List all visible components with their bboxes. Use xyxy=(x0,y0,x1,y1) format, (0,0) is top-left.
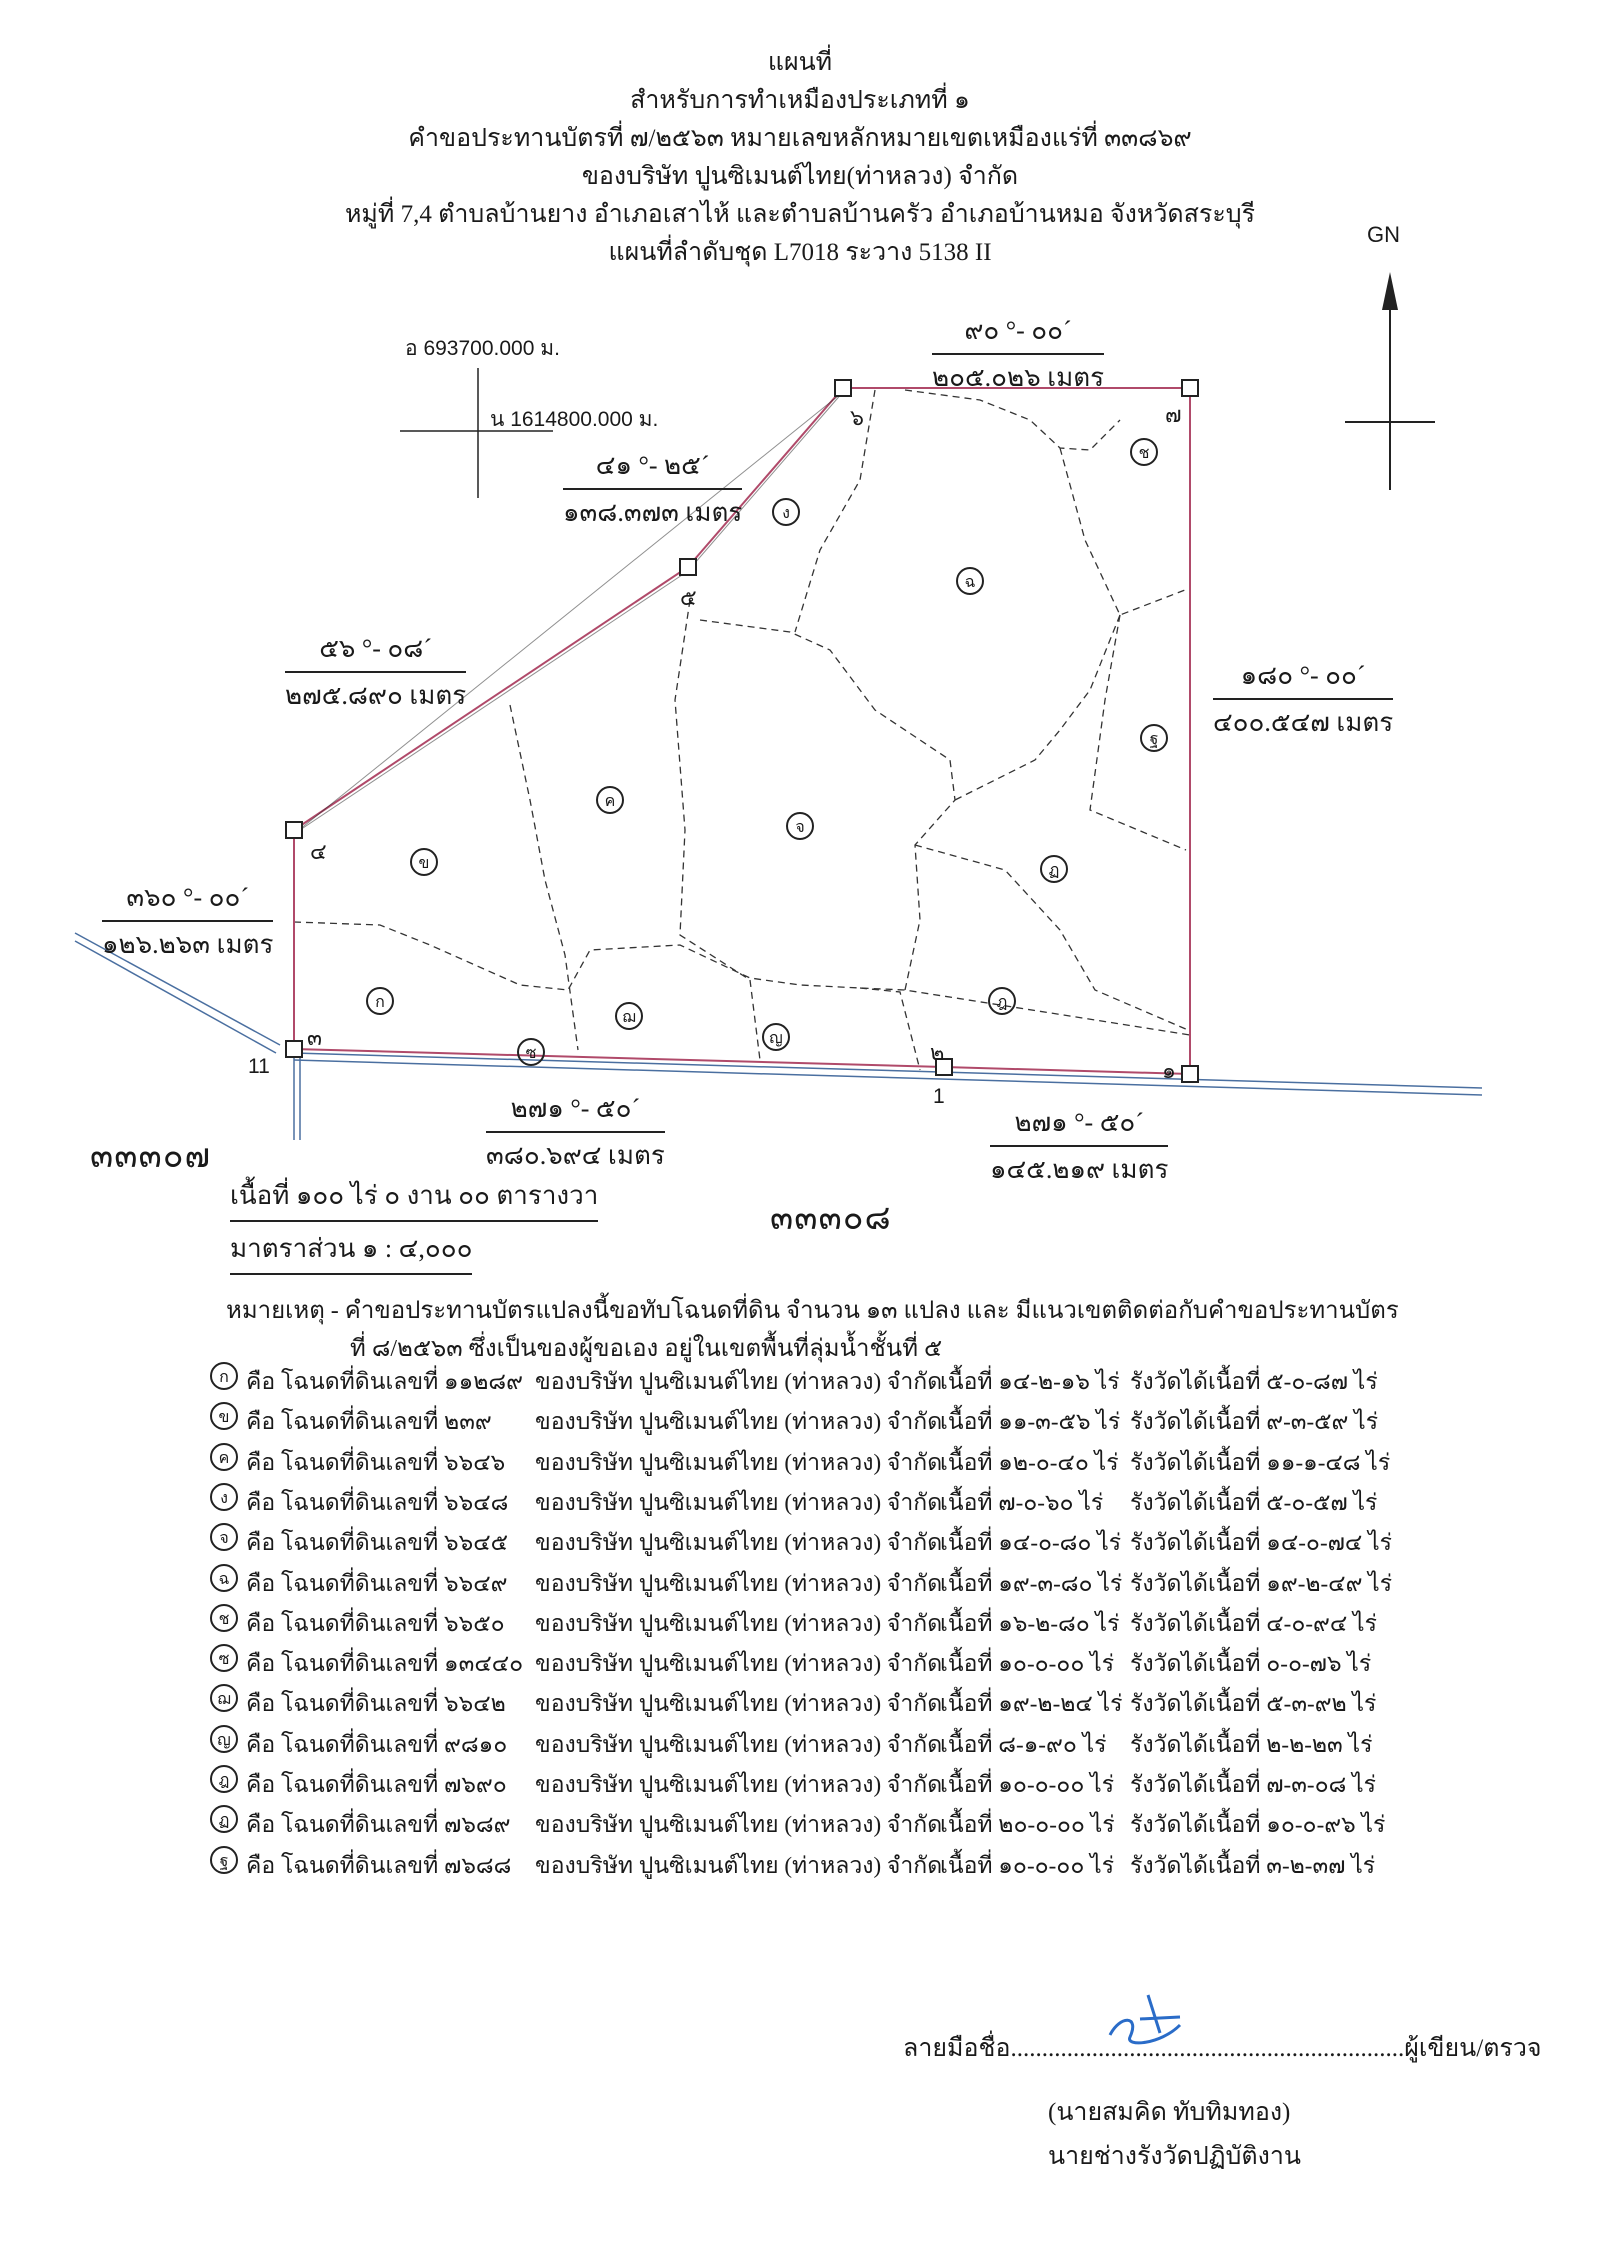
header-application: คำขอประทานบัตรที่ ๗/๒๕๖๓ หมายเลขหลักหมายเขตเหมืองแร่ที่ ๓๓๘๖๙ xyxy=(408,125,1192,152)
parcel-owner: ของบริษัท ปูนซิเมนต์ไทย (ท่าหลวง) จำกัด xyxy=(535,1369,943,1394)
parcel-owner: ของบริษัท ปูนซิเมนต์ไทย (ท่าหลวง) จำกัด xyxy=(535,1489,943,1515)
corner-marker-1 xyxy=(1182,1066,1198,1082)
parcel-owner: ของบริษัท ปูนซิเมนต์ไทย (ท่าหลวง) จำกัด xyxy=(535,1530,943,1556)
corner-label-1: ๑ xyxy=(1162,1058,1176,1083)
parcel-marker: ฎ xyxy=(210,1765,238,1793)
corner-marker-3 xyxy=(286,1041,302,1057)
parcel-marker: จ xyxy=(210,1523,238,1551)
parcel-measured: รังวัดได้เนื้อที่ ๕-๓-๙๒ ไร่ xyxy=(1130,1691,1377,1717)
parcel-owner: ของบริษัท ปูนซิเมนต์ไทย (ท่าหลวง) จำกัด xyxy=(535,1731,943,1757)
header-location: หมู่ที่ 7,4 ตำบลบ้านยาง อำเภอเสาไห้ และตำบลบ้านครัว อำเภอบ้านหมอ จังหวัดสระบุรี xyxy=(344,201,1256,228)
parcel-measured: รังวัดได้เนื้อที่ ๒-๒-๒๓ ไร่ xyxy=(1130,1731,1373,1757)
parcel-area: เนื้อที่ ๑๙-๒-๒๔ ไร่ xyxy=(940,1691,1123,1717)
parcel-deed: คือ โฉนดที่ดินเลขที่ ๗๖๙๐ xyxy=(246,1772,507,1797)
parcel-owner: ของบริษัท ปูนซิเมนต์ไทย (ท่าหลวง) จำกัด xyxy=(535,1651,943,1677)
parcel-area: เนื้อที่ ๑๑-๓-๕๖ ไร่ xyxy=(940,1409,1121,1435)
map-marker-kho: ข xyxy=(410,848,438,876)
map-marker-yo: ญ xyxy=(762,1023,790,1051)
map-scale: มาตราส่วน ๑ : ๔,๐๐๐ xyxy=(230,1228,472,1275)
parcel-row xyxy=(210,1640,1410,1680)
adjacent-number-bottom: ๓๓๓๐๘ xyxy=(770,1200,892,1237)
bearing-7-1: ๑๘๐ °- ๐๐´ ๔๐๐.๕๔๗ เมตร xyxy=(1213,655,1393,743)
parcel-row xyxy=(210,1398,1410,1438)
parcel-row xyxy=(210,1842,1410,1882)
parcel-measured: รังวัดได้เนื้อที่ ๑๑-๑-๔๘ ไร่ xyxy=(1130,1449,1391,1475)
parcel-deed: คือ โฉนดที่ดินเลขที่ ๖๖๔๖ xyxy=(246,1449,506,1475)
bearing-1-2: ๒๗๑ °- ๕๐´ ๑๔๕.๒๑๙ เมตร xyxy=(990,1102,1168,1190)
parcel-area: เนื้อที่ ๑๙-๓-๘๐ ไร่ xyxy=(940,1570,1123,1596)
parcel-measured: รังวัดได้เนื้อที่ ๗-๓-๐๘ ไร่ xyxy=(1130,1772,1377,1797)
parcel-marker: ก xyxy=(210,1362,238,1390)
grid-northing: น 1614800.000 ม. xyxy=(490,408,659,431)
parcel-row xyxy=(210,1358,1410,1398)
parcel-marker: ญ xyxy=(210,1725,238,1753)
corner-marker-7 xyxy=(1182,380,1198,396)
map-marker-tho: ฐ xyxy=(1140,724,1168,752)
parcel-marker: ค xyxy=(210,1443,238,1471)
parcel-measured: รังวัดได้เนื้อที่ ๑๔-๐-๗๔ ไร่ xyxy=(1130,1530,1392,1556)
header-subtitle: สำหรับการทำเหมืองประเภทที่ ๑ xyxy=(630,87,970,114)
parcel-deed: คือ โฉนดที่ดินเลขที่ ๙๘๑๐ xyxy=(246,1731,508,1757)
corner-marker-5 xyxy=(680,559,696,575)
parcel-measured: รังวัดได้เนื้อที่ ๓-๒-๓๗ ไร่ xyxy=(1130,1852,1376,1878)
signer-name: (นายสมคิด ทับทิมทอง) xyxy=(1048,2099,1291,2126)
corner-label-7: ๗ xyxy=(1165,402,1182,427)
signer-title: นายช่างรังวัดปฏิบัติงาน xyxy=(1048,2143,1301,2170)
parcel-area: เนื้อที่ ๑๐-๐-๐๐ ไร่ xyxy=(940,1852,1115,1878)
parcel-deed: คือ โฉนดที่ดินเลขที่ ๗๖๘๙ xyxy=(246,1812,511,1838)
parcel-area: เนื้อที่ ๒๐-๐-๐๐ ไร่ xyxy=(940,1812,1115,1838)
parcel-measured: รังวัดได้เนื้อที่ ๑๙-๒-๔๙ ไร่ xyxy=(1130,1570,1393,1596)
parcel-owner: ของบริษัท ปูนซิเมนต์ไทย (ท่าหลวง) จำกัด xyxy=(535,1409,943,1435)
parcel-deed: คือ โฉนดที่ดินเลขที่ ๖๖๔๘ xyxy=(246,1489,509,1515)
parcel-area: เนื้อที่ ๘-๑-๙๐ ไร่ xyxy=(940,1731,1107,1757)
parcel-row xyxy=(210,1761,1410,1801)
parcel-area: เนื้อที่ ๑๖-๒-๘๐ ไร่ xyxy=(940,1610,1120,1636)
parcel-deed: คือ โฉนดที่ดินเลขที่ ๑๑๒๘๙ xyxy=(246,1369,523,1394)
note-line-1: หมายเหตุ - คำขอประทานบัตรแปลงนี้ขอทับโฉนดที่ดิน จำนวน ๑๓ แปลง และ มีแนวเขตติดต่อกับคำขอประทานบัตร xyxy=(226,1298,1399,1324)
grid-easting: อ 693700.000 ม. xyxy=(405,337,560,360)
ref-number-1: 1 xyxy=(933,1085,945,1108)
parcel-area: เนื้อที่ ๑๐-๐-๐๐ ไร่ xyxy=(940,1772,1115,1797)
parcel-area: เนื้อที่ ๑๔-๒-๑๖ ไร่ xyxy=(940,1369,1120,1394)
parcel-row xyxy=(210,1721,1410,1761)
bearing-2-3: ๒๗๑ °- ๕๐´ ๓๘๐.๖๙๔ เมตร xyxy=(486,1088,665,1176)
bearing-4-5: ๕๖ °- ๐๘´ ๒๗๕.๘๙๐ เมตร xyxy=(285,628,466,716)
parcel-measured: รังวัดได้เนื้อที่ ๑๐-๐-๙๖ ไร่ xyxy=(1130,1812,1386,1838)
north-label: GN xyxy=(1367,222,1400,247)
note-line-2: ที่ ๘/๒๕๖๓ ซึ่งเป็นของผู้ขอเอง อยู่ในเขตพื้นที่ลุ่มน้ำชั้นที่ ๕ xyxy=(350,1336,943,1362)
parcel-marker: ฌ xyxy=(210,1684,238,1712)
parcel-deed: คือ โฉนดที่ดินเลขที่ ๖๖๔๒ xyxy=(246,1691,506,1717)
parcel-row xyxy=(210,1479,1410,1519)
parcel-marker: ฏ xyxy=(210,1805,238,1833)
parcel-marker: ช xyxy=(210,1604,238,1632)
bearing-5-6: ๔๑ °- ๒๕´ ๑๓๘.๓๗๓ เมตร xyxy=(563,445,742,533)
parcel-owner: ของบริษัท ปูนซิเมนต์ไทย (ท่าหลวง) จำกัด xyxy=(535,1812,943,1838)
corner-label-5: ๕ xyxy=(680,585,697,610)
corner-marker-6 xyxy=(835,380,851,396)
bearing-6-7: ๙๐ °- ๐๐´ ๒๐๕.๐๒๖ เมตร xyxy=(932,310,1104,398)
map-marker-cho-chang: ช xyxy=(1130,438,1158,466)
parcel-measured: รังวัดได้เนื้อที่ ๐-๐-๗๖ ไร่ xyxy=(1130,1651,1372,1677)
parcel-owner: ของบริษัท ปูนซิเมนต์ไทย (ท่าหลวง) จำกัด xyxy=(535,1610,943,1636)
corner-label-4: ๔ xyxy=(310,839,327,864)
parcel-row xyxy=(210,1801,1410,1841)
parcel-marker: ซ xyxy=(210,1644,238,1672)
parcel-area: เนื้อที่ ๗-๐-๖๐ ไร่ xyxy=(940,1489,1104,1515)
map-marker-do: ฎ xyxy=(988,987,1016,1015)
parcel-deed: คือ โฉนดที่ดินเลขที่ ๖๖๔๙ xyxy=(246,1570,508,1596)
map-marker-so: ซ xyxy=(517,1038,545,1066)
map-marker-chho: ฉ xyxy=(956,567,984,595)
parcel-measured: รังวัดได้เนื้อที่ ๔-๐-๙๔ ไร่ xyxy=(1130,1610,1377,1636)
ref-number-11: 11 xyxy=(248,1055,270,1078)
header-company: ของบริษัท ปูนซิเมนต์ไทย(ท่าหลวง) จำกัด xyxy=(581,163,1019,190)
parcel-area: เนื้อที่ ๑๒-๐-๔๐ ไร่ xyxy=(940,1449,1119,1475)
map-marker-to: ฏ xyxy=(1040,855,1068,883)
parcel-deed: คือ โฉนดที่ดินเลขที่ ๖๖๕๐ xyxy=(246,1610,505,1636)
parcel-marker: ง xyxy=(210,1483,238,1511)
parcel-row xyxy=(210,1560,1410,1600)
parcel-row xyxy=(210,1439,1410,1479)
parcel-marker: ข xyxy=(210,1402,238,1430)
parcel-owner: ของบริษัท ปูนซิเมนต์ไทย (ท่าหลวง) จำกัด xyxy=(535,1772,943,1797)
corner-label-2: ๒ xyxy=(930,1040,945,1065)
parcel-marker: ฐ xyxy=(210,1846,238,1874)
map-marker-ngo: ง xyxy=(772,498,800,526)
header-sheet: แผนที่ลำดับชุด L7018 ระวาง 5138 II xyxy=(608,239,992,266)
map-marker-ko: ก xyxy=(366,987,394,1015)
corner-marker-4 xyxy=(286,822,302,838)
parcel-row xyxy=(210,1519,1410,1559)
header-title: แผนที่ xyxy=(767,49,833,76)
parcel-measured: รังวัดได้เนื้อที่ ๙-๓-๕๙ ไร่ xyxy=(1130,1409,1379,1435)
map-marker-kho-khwai: ค xyxy=(596,786,624,814)
parcel-deed: คือ โฉนดที่ดินเลขที่ ๖๖๔๕ xyxy=(246,1530,509,1556)
parcel-row xyxy=(210,1600,1410,1640)
parcel-area: เนื้อที่ ๑๐-๐-๐๐ ไร่ xyxy=(940,1651,1115,1677)
parcel-owner: ของบริษัท ปูนซิเมนต์ไทย (ท่าหลวง) จำกัด xyxy=(535,1691,943,1717)
parcel-area: เนื้อที่ ๑๔-๐-๘๐ ไร่ xyxy=(940,1530,1122,1556)
parcel-deed: คือ โฉนดที่ดินเลขที่ ๗๖๘๘ xyxy=(246,1852,512,1878)
map-marker-cho-choe: ฌ xyxy=(615,1002,643,1030)
parcel-owner: ของบริษัท ปูนซิเมนต์ไทย (ท่าหลวง) จำกัด xyxy=(535,1449,943,1475)
parcel-measured: รังวัดได้เนื้อที่ ๕-๐-๘๗ ไร่ xyxy=(1130,1369,1378,1394)
adjacent-number-left: ๓๓๓๐๗ xyxy=(90,1138,212,1175)
parcel-measured: รังวัดได้เนื้อที่ ๕-๐-๕๗ ไร่ xyxy=(1130,1489,1378,1515)
parcel-owner: ของบริษัท ปูนซิเมนต์ไทย (ท่าหลวง) จำกัด xyxy=(535,1852,943,1878)
parcel-owner: ของบริษัท ปูนซิเมนต์ไทย (ท่าหลวง) จำกัด xyxy=(535,1570,943,1596)
north-arrow-icon xyxy=(1345,272,1435,490)
signature-line: ลายมือชื่อ...............................................................ผู้เขียน/ตรวจ xyxy=(903,2035,1542,2062)
parcel-row xyxy=(210,1680,1410,1720)
area-total: เนื้อที่ ๑๐๐ ไร่ ๐ งาน ๐๐ ตารางวา xyxy=(230,1175,598,1222)
bearing-3-4: ๓๖๐ °- ๐๐´ ๑๒๖.๒๖๓ เมตร xyxy=(102,877,273,965)
corner-label-6: ๖ xyxy=(850,405,864,430)
corner-label-3: ๓ xyxy=(307,1025,323,1050)
map-marker-cho: จ xyxy=(786,812,814,840)
parcel-deed: คือ โฉนดที่ดินเลขที่ ๒๓๙ xyxy=(246,1409,492,1435)
parcel-marker: ฉ xyxy=(210,1564,238,1592)
parcel-deed: คือ โฉนดที่ดินเลขที่ ๑๓๔๔๐ xyxy=(246,1651,524,1677)
